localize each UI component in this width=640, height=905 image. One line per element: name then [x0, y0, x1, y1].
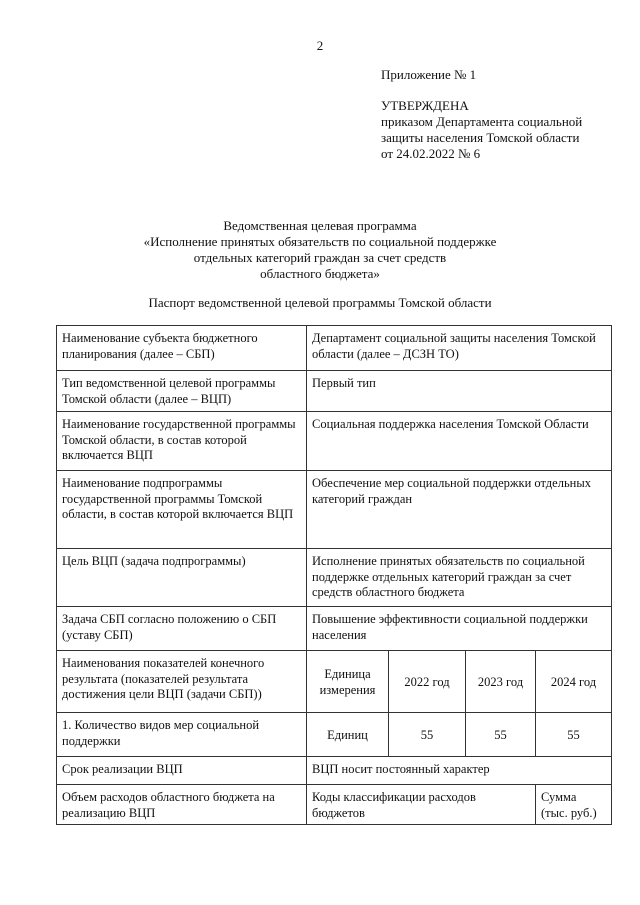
appendix-label: Приложение № 1 — [381, 67, 477, 82]
row-value: Повышение эффективности социальной поддержки населения — [307, 607, 612, 651]
table-row — [57, 471, 612, 549]
year-header: 2023 год — [466, 651, 536, 713]
row-label: Наименование подпрограммы государственной программы Томской области, в состав которой включается ВЦП — [57, 471, 307, 549]
approval-line: приказом Департамента социальной — [381, 114, 583, 129]
row-value: Социальная поддержка населения Томской Области — [307, 412, 612, 471]
row-label: Задача СБП согласно положению о СБП (уставу СБП) — [57, 607, 307, 651]
row-label: Тип ведомственной целевой программы Томской области (далее – ВЦП) — [57, 371, 307, 412]
codes-header: Коды классификации расходов бюджетов — [307, 785, 536, 825]
approval-line: защиты населения Томской области — [381, 130, 580, 145]
approval-block — [381, 98, 621, 162]
row-value: Департамент социальной защиты населения Томской области (далее – ДСЗН ТО) — [307, 326, 612, 371]
row-label: Объем расходов областного бюджета на реализацию ВЦП — [57, 785, 307, 825]
table-row — [57, 326, 612, 371]
table-row — [57, 713, 612, 757]
year-header: 2024 год — [536, 651, 612, 713]
table-row — [57, 549, 612, 607]
row-value: Первый тип — [307, 371, 612, 412]
approval-title: УТВЕРЖДЕНА — [381, 98, 469, 113]
program-title-line: Ведомственная целевая программа — [223, 218, 417, 233]
row-label: Срок реализации ВЦП — [57, 757, 307, 785]
row-value: ВЦП носит постоянный характер — [307, 757, 612, 785]
row-label: Наименование субъекта бюджетного планирования (далее – СБП) — [57, 326, 307, 371]
table-row — [57, 785, 612, 825]
program-title-line: «Исполнение принятых обязательств по социальной поддержке — [143, 234, 497, 249]
year-header: 2022 год — [389, 651, 466, 713]
value-cell: 55 — [466, 713, 536, 757]
value-cell: 55 — [536, 713, 612, 757]
program-title-line: областного бюджета» — [260, 266, 380, 281]
unit-cell: Единиц — [307, 713, 389, 757]
approval-line: от 24.02.2022 № 6 — [381, 146, 481, 161]
unit-header: Единица измерения — [307, 651, 389, 713]
passport-table — [56, 325, 612, 825]
table-row — [57, 757, 612, 785]
table-row — [57, 412, 612, 471]
row-value: Исполнение принятых обязательств по социальной поддержке отдельных категорий граждан за счет средств областного бюджета — [307, 549, 612, 607]
sum-header: Сумма (тыс. руб.) — [536, 785, 612, 825]
value-cell: 55 — [389, 713, 466, 757]
page-number: 2 — [316, 38, 324, 53]
row-label: Цель ВЦП (задача подпрограммы) — [57, 549, 307, 607]
row-label: Наименования показателей конечного результата (показателей результата достижения цели ВЦП (задачи СБП)) — [57, 651, 307, 713]
passport-title: Паспорт ведомственной целевой программы Томской области — [148, 295, 492, 310]
program-title — [0, 218, 640, 282]
row-value: Обеспечение мер социальной поддержки отдельных категорий граждан — [307, 471, 612, 549]
program-title-line: отдельных категорий граждан за счет средств — [193, 250, 447, 265]
table-row — [57, 371, 612, 412]
row-label: Наименование государственной программы Томской области, в состав которой включается ВЦП — [57, 412, 307, 471]
table-row — [57, 651, 612, 713]
row-label: 1. Количество видов мер социальной поддержки — [57, 713, 307, 757]
table-row — [57, 607, 612, 651]
